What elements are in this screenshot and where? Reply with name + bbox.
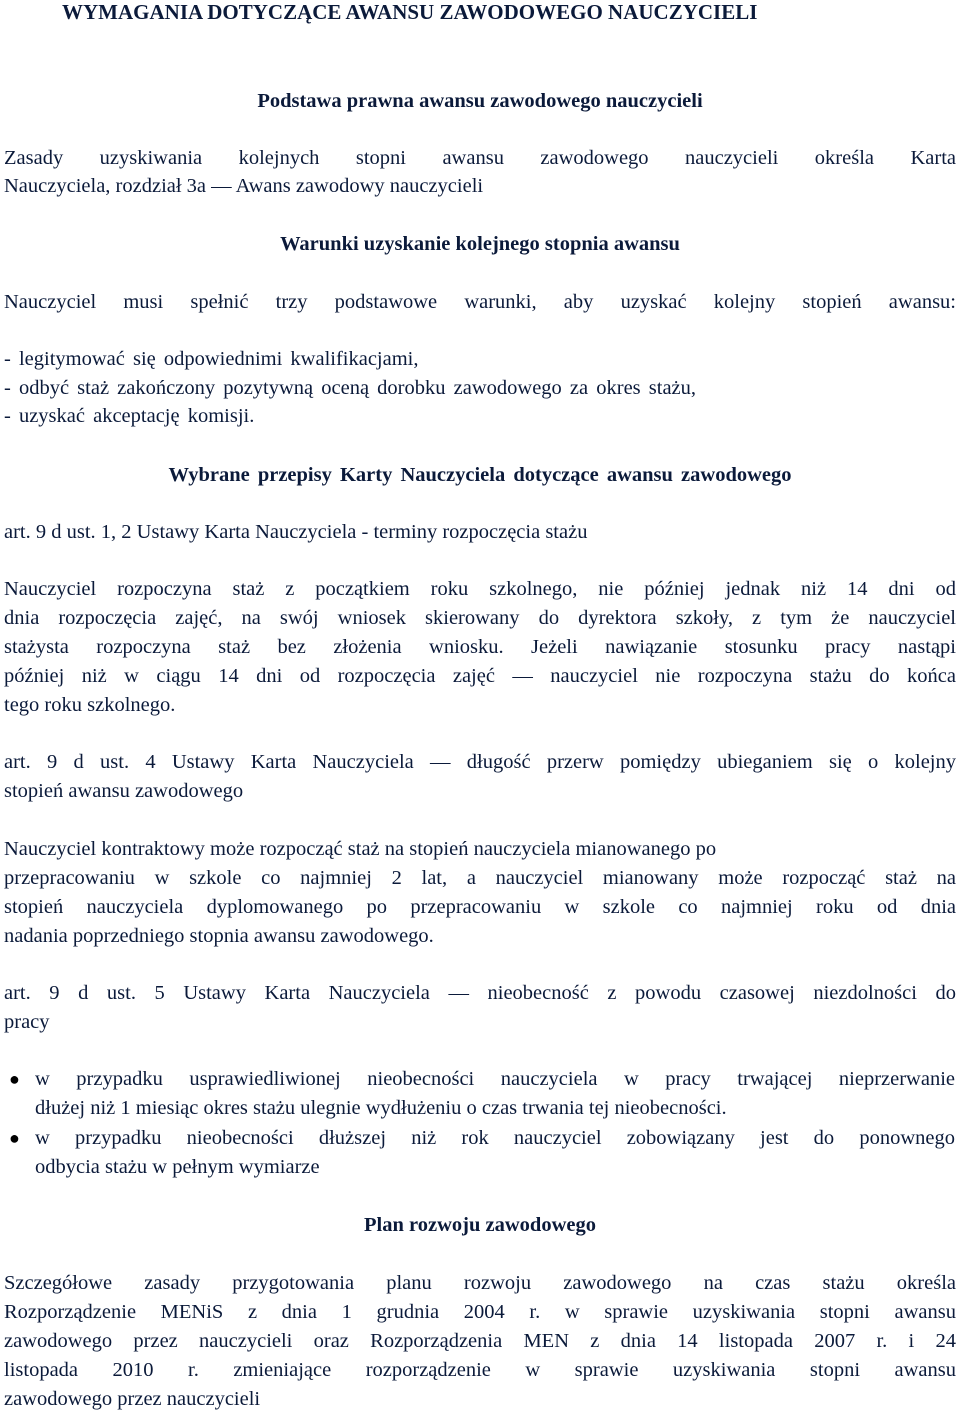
paragraph-line: tego roku szkolnego. [4,694,176,716]
paragraph-line: Nauczyciel rozpoczyna staż z początkiem roku szkolnego, nie później jednak niż 14 dni od [4,578,956,600]
bullet-item-line: dłużej niż 1 miesiąc okres stażu ulegnie wydłużeniu o czas trwania tej nieobecności. [35,1097,727,1119]
paragraph-line: Zasady uzyskiwania kolejnych stopni awansu zawodowego nauczycieli określa Karta [4,147,956,169]
list-item: - uzyskać akceptację komisji. [4,405,255,427]
bullet-item-line: odbycia stażu w pełnym wymiarze [35,1156,320,1178]
paragraph-line: Nauczyciela, rozdział 3a — Awans zawodowy nauczycieli [4,175,484,197]
article-header: pracy [4,1011,50,1033]
paragraph-line: zawodowego przez nauczycieli oraz Rozporządzenia MEN z dnia 14 listopada 2007 r. i 24 [4,1330,956,1352]
paragraph-line: przepracowaniu w szkole co najmniej 2 lat, a nauczyciel mianowany może rozpocząć staż na [4,867,956,889]
list-item: - legitymować się odpowiednimi kwalifikacjami, [4,348,419,370]
article-header: art. 9 d ust. 1, 2 Ustawy Karta Nauczyciela - terminy rozpoczęcia stażu [4,521,588,543]
paragraph-line: później niż w ciągu 14 dni od rozpoczęcia zajęć — nauczyciel nie rozpoczyna stażu do końca [4,665,956,687]
paragraph-line: stopień nauczyciela dyplomowanego po przepracowaniu w szkole co najmniej roku od dnia [4,896,956,918]
article-header: stopień awansu zawodowego [4,780,244,802]
paragraph-line: Rozporządzenie MENiS z dnia 1 grudnia 2004 r. w sprawie uzyskiwania stopni awansu [4,1301,956,1323]
section-heading-conditions: Warunki uzyskanie kolejnego stopnia awansu [280,233,680,255]
list-item: - odbyć staż zakończony pozytywną oceną dorobku zawodowego za okres stażu, [4,377,697,399]
bullet-icon: ● [9,1128,20,1148]
paragraph-line: Nauczyciel musi spełnić trzy podstawowe warunki, aby uzyskać kolejny stopień awansu: [4,291,956,313]
paragraph-line: Nauczyciel kontraktowy może rozpocząć staż na stopień nauczyciela mianowanego po [4,838,717,860]
paragraph-line: Szczegółowe zasady przygotowania planu rozwoju zawodowego na czas stażu określa [4,1272,956,1294]
paragraph-line: stażysta rozpoczyna staż bez złożenia wniosku. Jeżeli nawiązanie stosunku pracy nastąpi [4,636,956,658]
article-header: art. 9 d ust. 4 Ustawy Karta Nauczyciela — długość przerw pomiędzy ubieganiem się o kolejny [4,751,956,773]
paragraph-line: zawodowego przez nauczycieli [4,1388,261,1410]
section-heading-provisions: Wybrane przepisy Karty Nauczyciela dotyczące awansu zawodowego [168,464,792,486]
paragraph-line: nadania poprzedniego stopnia awansu zawodowego. [4,925,434,947]
paragraph-line: listopada 2010 r. zmieniające rozporządzenie w sprawie uzyskiwania stopni awansu [4,1359,956,1381]
bullet-item-line: w przypadku nieobecności dłuższej niż rok nauczyciel zobowiązany jest do ponownego [35,1127,955,1149]
article-header: art. 9 d ust. 5 Ustawy Karta Nauczyciela — nieobecność z powodu czasowej niezdolności do [4,982,956,1004]
section-heading-plan: Plan rozwoju zawodowego [364,1214,596,1236]
document-title: WYMAGANIA DOTYCZĄCE AWANSU ZAWODOWEGO NAUCZYCIELI [62,0,758,24]
bullet-icon: ● [9,1069,20,1089]
bullet-item-line: w przypadku usprawiedliwionej nieobecności nauczyciela w pracy trwającej nieprzerwanie [35,1068,955,1090]
section-heading-legal-basis: Podstawa prawna awansu zawodowego nauczycieli [257,90,703,112]
paragraph-line: dnia rozpoczęcia zajęć, na swój wniosek skierowany do dyrektora szkoły, z tym że nauczyciel [4,607,956,629]
